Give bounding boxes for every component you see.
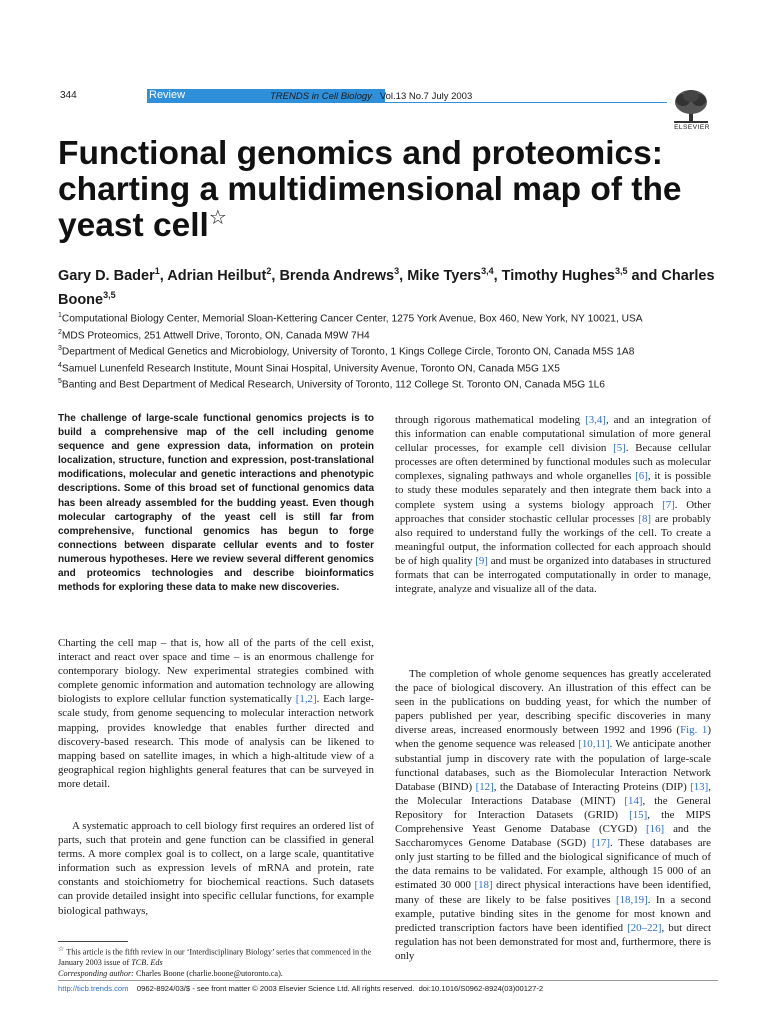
affiliation-mark: 5	[58, 378, 62, 386]
author-affiliation-mark: 3,4	[481, 266, 494, 276]
citation-link[interactable]: [9]	[475, 554, 488, 567]
body-text: . We anticipate another substantial jump in discovery rate with the population of large-scale functional databases, such as the Biomolecular Interaction Network Database (BIND)	[395, 738, 711, 793]
body-paragraph	[395, 413, 711, 596]
affiliation-mark: 1	[58, 312, 62, 319]
body-text: A systematic approach to cell biology first requires an ordered list of parts, such that protein and gene function can be classified in general terms. A more complex goal is to collect, on a large scale, quantitative information such as expression levels of mRNA and protein, rate constants and stoichiometry for biochemical reactions. Such datasets can provide detailed insight into specific cellular functions, for example biological pathways,	[58, 820, 374, 917]
article-title	[58, 136, 738, 244]
body-text: The completion of whole genome sequences has greatly accelerated the pace of biological discovery. An illustration of this effect can be seen in the publications on budding yeast, for which the number of papers published per year, describing specific discoveries in many diverse areas, increased enormously between 1992 and 1996 (	[395, 668, 711, 737]
affiliation-text: Samuel Lunenfeld Research Institute, Mount Sinai Hospital, University Avenue, Toronto ON, Canada M5G 1X5	[61, 363, 560, 375]
header-rule	[147, 102, 667, 103]
body-text: . These databases are only just starting to be filled and the biological significance of much of the data remains to be validated. For example, although 15 000 of an estimated 30 000	[395, 837, 711, 892]
affiliation-text: Banting and Best Department of Medical Research, University of Toronto, 112 College St. Toronto ON, Canada M5G 1L6	[61, 379, 605, 391]
footnote-mark: ☆	[58, 945, 65, 953]
citation-link[interactable]: [7]	[662, 498, 675, 511]
body-text: and the Saccharomyces Genome Database (SGD)	[395, 823, 711, 850]
body-text: Charting the cell map – that is, how all of the parts of the cell exist, interact and react over space and time – is an enormous challenge for contemporary biology. New experimental strategies combined with complete genomic information and automation technology are allowing biologists to explore cellular function systematically	[58, 637, 374, 706]
title-footnote-mark: ☆	[208, 206, 227, 229]
journal-url-link[interactable]: http://ticb.trends.com	[58, 984, 129, 993]
citation-link[interactable]: [10,11]	[578, 738, 610, 751]
affiliation-mark: 2	[58, 328, 62, 336]
body-text: , but direct regulation has not been demonstrated for most and, furthermore, there is only	[395, 921, 711, 962]
body-text: . In a second example, putative binding sites in the genome for most known and predicted transcription factors have been identified	[395, 893, 711, 934]
author-name: Timothy Hughes$^{3,5}$	[501, 266, 628, 284]
page-number: 344	[60, 90, 77, 101]
citation-link[interactable]: [6]	[635, 470, 648, 483]
affiliation	[58, 342, 748, 359]
body-text: and must be organized into databases in structured formats that can be interrogated computationally in order to manage, integrate, analyze and visualize all of the data.	[395, 554, 711, 596]
body-text: direct physical interactions have been identified, many of these are likely to be false positives	[395, 879, 711, 906]
citation-link[interactable]: [14]	[624, 794, 643, 807]
series-footnote: ☆ This article is the fifth review in our ‘Interdisciplinary Biology’ series that commenced in the January 2003 issue of TCB. Eds	[58, 945, 372, 968]
publisher-name: ELSEVIER	[674, 124, 710, 131]
citation-link[interactable]: [3,4]	[585, 414, 606, 426]
body-text: . Other approaches that consider stochastic cellular processes	[395, 498, 711, 525]
citation-link[interactable]: Fig. 1	[680, 724, 708, 737]
affiliation	[58, 375, 748, 392]
page-footer	[58, 984, 543, 993]
body-text: , the MIPS Comprehensive Yeast Genome Database (CYGD)	[395, 808, 711, 836]
journal-name: TRENDS in Cell Biology	[270, 91, 372, 102]
body-text: , and an integration of this information can enable computational simulation of more general cellular processes, for example cell division	[395, 414, 711, 455]
affiliation-text: Department of Medical Genetics and Microbiology, University of Toronto, 1 Kings College Circle, Toronto ON, Canada M5S 1A8	[61, 346, 635, 358]
affiliation-mark: 3	[58, 345, 62, 353]
body-text: , the General Repository for Interaction Datasets (GRID)	[395, 794, 711, 821]
footnote-rule	[58, 941, 128, 942]
author-affiliation-mark: 1	[154, 266, 160, 276]
author-name: Charles Boone$^{3,5}$	[58, 267, 715, 308]
citation-link[interactable]: [15]	[629, 808, 648, 821]
citation-link[interactable]: [5]	[613, 442, 626, 455]
author-list: Gary D. Bader$^1$, Adrian Heilbut$^2$, Brenda Andrews$^3$, Mike Tyers$^{3,4}$, Timothy Hughes$^{3,5}$ and Charles Boone$^{3,5}$	[58, 266, 715, 308]
journal-info	[270, 91, 472, 102]
affiliation-text: Computational Biology Center, Memorial Sloan-Kettering Cancer Center, 1275 York Avenue, Box 460, New York, NY 10021, USA	[61, 313, 643, 325]
footer-rule	[58, 980, 718, 981]
body-text: . Each large-scale study, from genome sequencing to molecular interaction network mapping, provides knowledge that enables further directed and discovery-based research. This mode of analysis can be likened to mapping based on satellite images, in which a high-altitude view of a geographical region highlights general features that can be surveyed in more detail.	[58, 693, 374, 790]
body-paragraph	[395, 667, 711, 963]
affiliation-text: MDS Proteomics, 251 Attwell Drive, Toronto, ON, Canada M9W 7H4	[61, 329, 370, 341]
author-affiliation-mark: 2	[266, 266, 272, 276]
copyright-doi: 0962-8924/03/$ - see front matter © 2003 Elsevier Science Ltd. All rights reserved. doi:10.1016/S0962-8924(03)00127-2	[128, 984, 544, 993]
author-connector: and	[631, 267, 662, 284]
citation-link[interactable]: [17]	[591, 837, 610, 850]
abstract: The challenge of large-scale functional genomics projects is to build a comprehensive map of the cell including genome sequence and gene expression data, information on protein localization, structure, function and expression, post-translational modifications, molecular and genetic interactions and phenotypic descriptions. Some of this broad set of functional genomics data has been already assembled for the budding yeast. Even though molecular cartography of the yeast cell is still far from comprehensive, functional genomics has begun to forge connections between disparate cellular events and to foster numerous hypotheses. Here we review several different genomics and proteomics technologies and describe bioinformatics methods for exploring these data to make new discoveries.	[58, 413, 374, 594]
citation-link[interactable]: [18,19]	[615, 893, 648, 906]
volume-info: Vol.13 No.7 July 2003	[379, 91, 473, 102]
affiliation-list	[58, 309, 748, 392]
affiliation-mark: 4	[58, 361, 62, 369]
author-name: Mike Tyers$^{3,4}$	[407, 266, 494, 284]
citation-link[interactable]: [1,2]	[295, 693, 317, 706]
body-paragraph	[58, 819, 374, 918]
affiliation	[58, 326, 748, 343]
author-affiliation-mark: 3,5	[615, 266, 628, 276]
citation-link[interactable]: [12]	[475, 780, 494, 793]
body-text: , the Molecular Interactions Database (MINT)	[395, 780, 711, 807]
author-name: Adrian Heilbut$^2$	[167, 266, 272, 284]
corresponding-author: Corresponding author: Charles Boone (charlie.boone@utoronto.ca).	[58, 968, 283, 978]
body-text: , it is possible to study these modules separately and then integrate them back into a complete system using a systems biology approach	[395, 470, 711, 511]
author-name: Brenda Andrews$^3$	[279, 266, 400, 284]
body-text: . Because cellular processes are often determined by functional modules such as molecular complexes, signaling pathways and whole organelles	[395, 442, 711, 483]
citation-link[interactable]: [20–22]	[627, 921, 662, 934]
citation-link[interactable]: [16]	[646, 823, 665, 836]
citation-link[interactable]: [13]	[690, 780, 709, 793]
affiliation	[58, 309, 748, 326]
citation-link[interactable]: [8]	[638, 512, 652, 525]
body-text: through rigorous mathematical modeling	[395, 414, 586, 426]
affiliation	[58, 359, 748, 376]
body-text: , the Database of Interacting Proteins (DIP)	[493, 780, 691, 793]
body-text: are probably also required to understand fully the workings of the cell. To create a meaningful output, the information collected for each approach should be of high quality	[395, 512, 712, 567]
footnotes	[58, 944, 374, 979]
section-label: Review	[147, 89, 385, 102]
body-paragraph	[58, 636, 374, 791]
author-affiliation-mark: 3	[394, 266, 400, 276]
author-affiliation-mark: 3,5	[103, 289, 116, 300]
body-text: ) when the genome sequence was released	[395, 724, 711, 751]
citation-link[interactable]: [18]	[474, 879, 493, 892]
article-title-text: Functional genomics and proteomics: charting a multidimensional map of the yeast cell	[58, 135, 682, 244]
author-name: Gary D. Bader$^1$	[58, 266, 160, 284]
